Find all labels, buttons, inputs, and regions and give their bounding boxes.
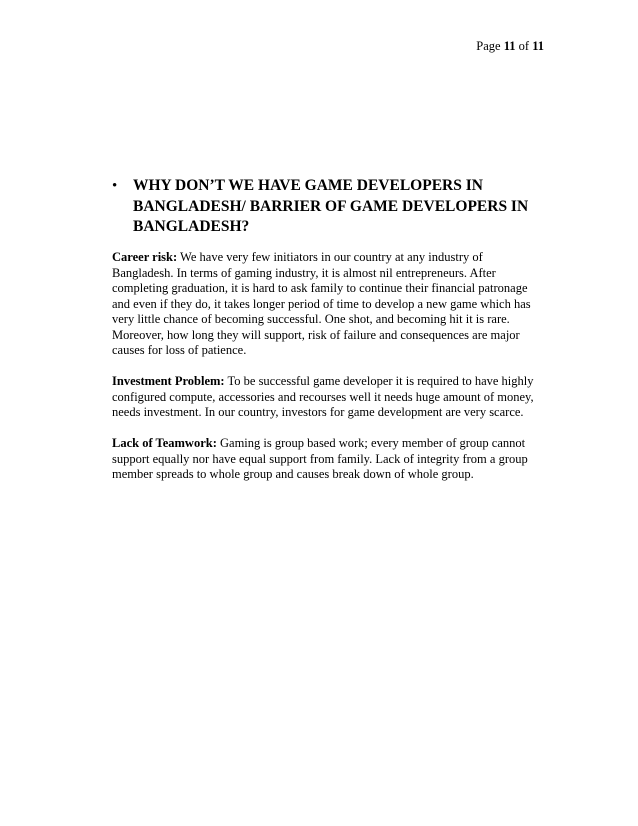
paragraph-line: member spreads to whole group and causes break down of whole group.: [112, 467, 474, 481]
paragraph-line: completing graduation, it is hard to ask family to continue their financial patronage: [112, 281, 528, 295]
paragraph-line: and even if they do, it takes longer period of time to develop a new game which has: [112, 296, 531, 311]
heading-line: WHY DON’T WE HAVE GAME DEVELOPERS IN: [133, 177, 483, 194]
paragraph-investment-problem: [112, 374, 542, 421]
paragraph-line: configured compute, accessories and recourses well it needs huge amount of money,: [112, 389, 534, 404]
page-number: [476, 38, 544, 54]
paragraph-line: [112, 374, 542, 390]
heading-line: BANGLADESH/ BARRIER OF GAME DEVELOPERS IN: [133, 197, 529, 215]
section-heading: [112, 176, 532, 238]
paragraph-line: needs investment. In our country, investors for game development are very scarce.: [112, 405, 524, 419]
page-number-prefix: Page: [476, 39, 504, 53]
heading-line: BANGLADESH?: [133, 218, 250, 235]
term-career-risk: Career risk:: [112, 250, 178, 264]
paragraph-line: Moreover, how long they will support, risk of failure and consequences are major: [112, 327, 520, 342]
page-number-middle: of: [515, 39, 533, 53]
paragraph-line-text: We have very few initiators in our country at any industry of: [177, 250, 483, 264]
paragraph-line: causes for loss of patience.: [112, 343, 247, 357]
paragraph-line-text: Gaming is group based work; every member of group cannot: [216, 436, 526, 450]
paragraph-career-risk: [112, 250, 542, 359]
term-investment-problem: Investment Problem:: [112, 374, 225, 388]
page-number-total: 11: [532, 39, 544, 53]
section-heading-text: [133, 176, 531, 238]
paragraph-line: very little chance of becoming successful. One shot, and becoming hit it is rare.: [112, 312, 510, 326]
paragraph-line: [112, 436, 542, 452]
bullet-icon: •: [112, 178, 118, 194]
page-number-current: 11: [503, 39, 516, 53]
paragraph-line: support equally nor have equal support from family. Lack of integrity from a group: [112, 451, 528, 466]
term-lack-of-teamwork: Lack of Teamwork:: [112, 436, 217, 450]
paragraph-lack-of-teamwork: [112, 436, 542, 483]
document-body: [112, 250, 542, 498]
paragraph-line: Bangladesh. In terms of gaming industry, it is almost nil entrepreneurs. After: [112, 265, 496, 280]
paragraph-line-text: To be successful game developer it is required to have highly: [224, 374, 534, 388]
paragraph-line: [112, 250, 542, 266]
